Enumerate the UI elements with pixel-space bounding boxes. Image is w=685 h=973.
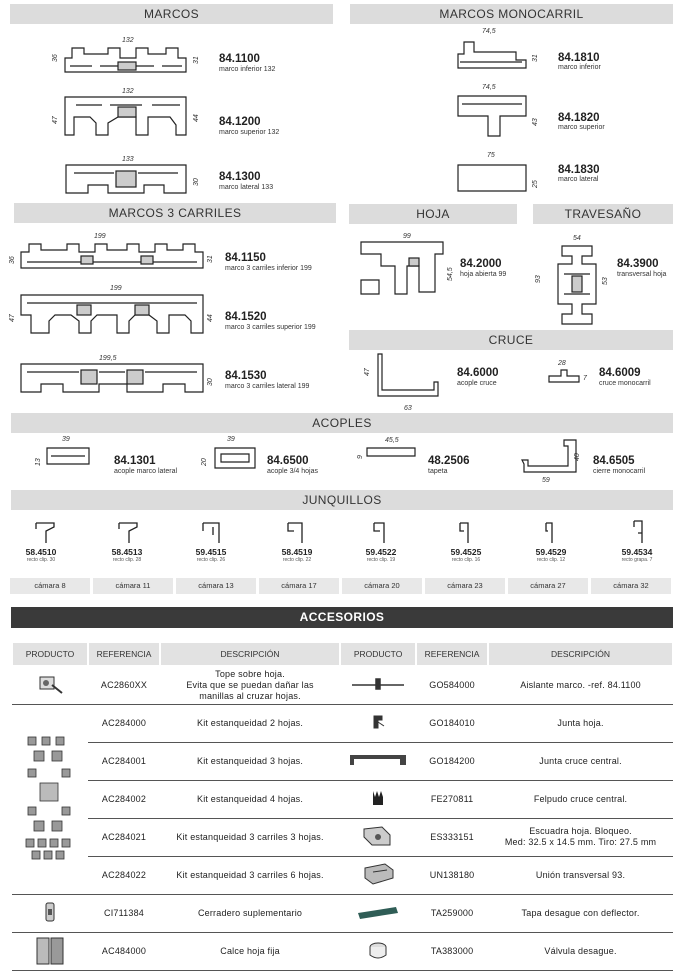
product-image-cell [340,742,416,780]
code-84-6000: 84.6000 [457,367,499,379]
section-marcos: MARCOS [10,4,333,24]
ref-cell: FE270811 [416,780,488,818]
escuadra-icon [360,823,396,849]
profile-84-1100 [62,44,192,74]
dim-height-right: 31 [207,255,214,263]
camara-label: cámara 27 [508,578,588,594]
dim-height-right: 30 [193,178,200,186]
code-84-1830: 84.1830 [558,164,600,176]
kit-estanqueidad-icon [22,733,78,863]
product-image-cell [340,704,416,742]
junquillo-58-4513-profile [117,521,139,545]
code-48-2506: 48.2506 [428,455,470,467]
desc-cell: Tope sobre hoja. Evita que se puedan dañar las manillas al cruzar hojas. [160,666,340,704]
dim-width: 199 [94,233,106,240]
camara-label: cámara 17 [259,578,339,594]
header-producto: PRODUCTO [340,642,416,666]
dim-height-left: 47 [9,314,16,322]
profile-84-6505 [518,438,582,478]
accesorios-table [11,641,674,971]
dim-width: 74,5 [482,28,496,35]
desc-84-1520: marco 3 carriles superior 199 [225,324,316,331]
desc-cell: Kit estanqueidad 2 hojas. [160,704,340,742]
profile-84-1810 [456,38,530,72]
code-84-3900: 84.3900 [617,258,659,270]
camara-label: cámara 13 [176,578,256,594]
dim-width: 59 [542,477,550,484]
junquillo-59-4529-profile [536,521,558,545]
dim-width: 28 [558,360,566,367]
junquillo-item [258,547,336,563]
section-travesano: TRAVESAÑO [533,204,673,224]
junquillo-desc: recto clip. 22 [282,557,312,563]
product-image-cell [340,666,416,704]
ref-cell: AC284021 [88,818,160,856]
junquillo-item [2,547,80,563]
junquillo-code: 59.4525 [450,547,482,557]
desc-cell: Junta hoja. [488,704,673,742]
code-84-1520: 84.1520 [225,311,267,323]
camara-label: cámara 11 [93,578,173,594]
junquillo-code: 58.4513 [111,547,143,557]
junta-hoja-icon [368,712,388,732]
product-image-cell [12,932,88,970]
desc-cell: Escuadra hoja. Bloqueo. Med: 32.5 x 14.5 mm. Tiro: 27.5 mm [488,818,673,856]
union-transversal-icon [359,860,397,888]
junquillo-desc: recto grapa. 7 [621,557,653,563]
code-84-1810: 84.1810 [558,52,600,64]
table-row [12,704,673,742]
dim-width: 45,5 [385,437,399,444]
desc-cell: Kit estanqueidad 4 hojas. [160,780,340,818]
junquillo-item [512,547,590,563]
junquillo-item [598,547,676,563]
junquillo-item [342,547,420,563]
dim-height-right: 54,5 [447,267,454,281]
section-acoples: ACOPLES [11,413,673,433]
valvula-icon [367,939,389,961]
dim-width: 99 [403,233,411,240]
header-descripcion: DESCRIPCIÓN [488,642,673,666]
dim-height-right: 44 [193,114,200,122]
desc-cell: Unión transversal 93. [488,856,673,894]
code-84-2000: 84.2000 [460,258,502,270]
profile-84-2000 [359,240,445,298]
dim-width: 133 [122,156,134,163]
cerradero-icon [43,901,57,923]
header-referencia: REFERENCIA [416,642,488,666]
desc-cell: Cerradero suplementario [160,894,340,932]
desc-84-1100: marco inferior 132 [219,66,276,73]
code-84-1100: 84.1100 [219,53,260,65]
table-row [12,856,673,894]
section-hoja: HOJA [349,204,517,224]
dim-width: 132 [122,88,134,95]
code-84-1300: 84.1300 [219,171,261,183]
header-producto: PRODUCTO [12,642,88,666]
desc-84-1810: marco inferior [558,64,601,71]
junquillo-58-4519-profile [284,521,306,545]
dim-height-left: 36 [52,54,59,62]
dim-height-right: 7 [583,375,587,382]
desc-cell: Kit estanqueidad 3 carriles 3 hojas. [160,818,340,856]
code-84-6009: 84.6009 [599,367,641,379]
junquillo-58-4510-profile [34,521,56,545]
desc-84-1150: marco 3 carriles inferior 199 [225,265,312,272]
profile-84-3900 [552,244,600,326]
product-image-cell [340,856,416,894]
ref-cell: AC284002 [88,780,160,818]
desc-84-1530: marco 3 carriles lateral 199 [225,383,310,390]
profile-84-6500 [213,446,257,470]
table-row [12,742,673,780]
desc-cell: Felpudo cruce central. [488,780,673,818]
junquillo-item [427,547,505,563]
dim-width: 199 [110,285,122,292]
profile-84-1200 [62,95,192,145]
profile-84-6009 [547,368,581,384]
ref-cell: ES333151 [416,818,488,856]
desc-84-6000: acople cruce [457,380,497,387]
profile-84-1300 [64,163,190,197]
product-image-cell [340,932,416,970]
header-referencia: REFERENCIA [88,642,160,666]
junquillo-59-4534-profile [626,519,648,545]
junquillo-59-4522-profile [368,521,390,545]
aislante-icon [350,677,406,691]
dim-height-right: 44 [207,314,214,322]
junquillo-59-4515-profile [201,521,223,545]
desc-cell: Kit estanqueidad 3 carriles 6 hojas. [160,856,340,894]
product-image-cell [12,704,88,894]
ref-cell: GO584000 [416,666,488,704]
code-84-1200: 84.1200 [219,116,261,128]
dim-width: 63 [404,405,412,412]
header-descripcion: DESCRIPCIÓN [160,642,340,666]
product-image-cell [12,666,88,704]
junquillo-code: 59.4529 [535,547,567,557]
junquillo-item [172,547,250,563]
table-row [12,894,673,932]
junquillo-item [88,547,166,563]
profile-84-6000 [374,352,444,402]
dim-height-right: 25 [532,180,539,188]
dim-height-left: 47 [364,368,371,376]
felpudo-icon [369,789,387,807]
ref-cell: AC2860XX [88,666,160,704]
junquillo-code: 58.4510 [25,547,57,557]
desc-cell: Válvula desague. [488,932,673,970]
junquillo-desc: recto clip. 16 [451,557,481,563]
dim-height-right: 31 [193,56,200,64]
dim-height-right: 30 [207,378,214,386]
junquillo-code: 59.4522 [365,547,397,557]
dim-height-right: 40 [574,453,581,461]
junquillo-desc: recto clip. 26 [196,557,226,563]
table-row [12,666,673,704]
desc-cell: Tapa desague con deflector. [488,894,673,932]
product-image-cell [340,780,416,818]
ref-cell: CI711384 [88,894,160,932]
dim-height-left: 36 [9,256,16,264]
junquillo-59-4525-profile [452,521,474,545]
desc-cell: Kit estanqueidad 3 hojas. [160,742,340,780]
ref-cell: UN138180 [416,856,488,894]
camara-label: cámara 32 [591,578,671,594]
junta-cruce-icon [348,751,408,769]
junquillo-desc: recto clip. 12 [536,557,566,563]
section-cruce: CRUCE [349,330,673,350]
desc-cell: Calce hoja fija [160,932,340,970]
desc-cell: Aislante marco. -ref. 84.1100 [488,666,673,704]
camara-label: cámara 20 [342,578,422,594]
table-row [12,932,673,970]
dim-height-left: 47 [52,116,59,124]
profile-84-1301 [45,446,91,466]
junquillo-code: 59.4534 [621,547,653,557]
ref-cell: GO184200 [416,742,488,780]
ref-cell: TA259000 [416,894,488,932]
tapa-desague-icon [356,903,400,921]
desc-84-1300: marco lateral 133 [219,184,274,191]
dim-width: 74,5 [482,84,496,91]
code-84-6505: 84.6505 [593,455,635,467]
dim-width: 39 [227,436,235,443]
desc-84-1301: acople marco lateral [114,468,178,475]
dim-width: 199,5 [99,355,117,362]
junquillo-desc: recto clip. 28 [112,557,142,563]
code-84-6500: 84.6500 [267,455,309,467]
section-marcos-3-carriles: MARCOS 3 CARRILES [14,203,336,223]
profile-84-1150 [19,240,205,272]
desc-84-6500: acople 3/4 hojas [267,468,318,475]
dim-width: 132 [122,37,134,44]
profile-84-1530 [19,362,205,396]
dim-height-left: 13 [35,458,42,466]
product-image-cell [340,894,416,932]
section-accesorios: ACCESORIOS [11,607,673,628]
ref-cell: TA383000 [416,932,488,970]
dim-height-left: 20 [201,458,208,466]
dim-height-right: 31 [532,54,539,62]
junquillo-code: 58.4519 [281,547,313,557]
profile-84-1520 [19,293,205,343]
desc-84-1820: marco superior [558,124,605,131]
junquillo-desc: recto clip. 30 [26,557,56,563]
table-row [12,818,673,856]
dim-width: 75 [487,152,495,159]
code-84-1820: 84.1820 [558,112,600,124]
junquillo-code: 59.4515 [195,547,227,557]
dim-width: 39 [62,436,70,443]
code-84-1530: 84.1530 [225,370,267,382]
desc-cell: Junta cruce central. [488,742,673,780]
dim-height-left: 9 [357,455,364,459]
ref-cell: AC284001 [88,742,160,780]
desc-84-6009: cruce monocarril [599,380,651,387]
desc-84-1200: marco superior 132 [219,129,280,136]
desc-84-3900: transversal hoja [617,271,667,278]
product-image-cell [12,894,88,932]
desc-84-6505: cierre monocarril [593,468,646,475]
camara-label: cámara 23 [425,578,505,594]
tope-icon [34,671,66,697]
section-marcos-monocarril: MARCOS MONOCARRIL [350,4,673,24]
calce-icon [33,934,67,966]
product-image-cell [340,818,416,856]
section-junquillos: JUNQUILLOS [11,490,673,510]
dim-width: 54 [573,235,581,242]
code-84-1301: 84.1301 [114,455,156,467]
ref-cell: GO184010 [416,704,488,742]
dim-height-right: 53 [602,277,609,285]
dim-height-right: 43 [532,118,539,126]
junquillo-desc: recto clip. 19 [366,557,396,563]
profile-84-1820 [456,94,530,140]
ref-cell: AC284022 [88,856,160,894]
camara-label: cámara 8 [10,578,90,594]
code-84-1150: 84.1150 [225,252,266,264]
dim-height-left: 93 [535,275,542,283]
table-row [12,780,673,818]
desc-48-2506: tapeta [428,468,448,475]
ref-cell: AC284000 [88,704,160,742]
profile-84-1830 [456,163,530,195]
profile-48-2506 [365,446,417,460]
desc-84-2000: hoja abierta 99 [460,271,507,278]
table-header-row [12,642,673,666]
ref-cell: AC484000 [88,932,160,970]
desc-84-1830: marco lateral [558,176,599,183]
